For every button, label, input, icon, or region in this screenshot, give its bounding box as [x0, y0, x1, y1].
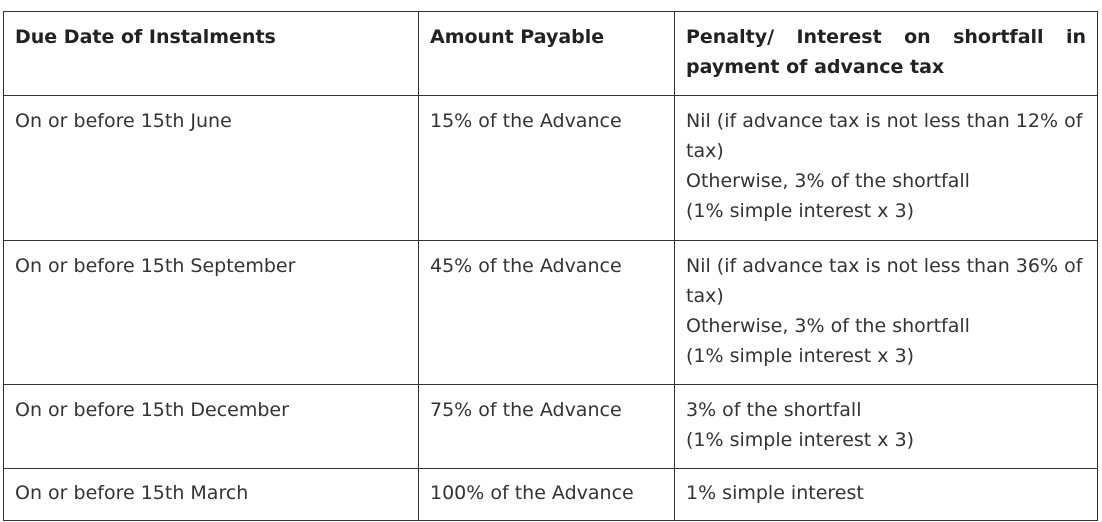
- amount-payable-cell: 100% of the Advance: [419, 469, 675, 521]
- penalty-cell: [675, 241, 1098, 385]
- amount-payable-cell: 15% of the Advance: [419, 96, 675, 241]
- table-row: [4, 96, 1098, 241]
- table-row: [4, 241, 1098, 385]
- header-amount-payable: Amount Payable: [419, 12, 675, 96]
- due-date-cell: On or before 15th September: [4, 241, 419, 385]
- penalty-line: Otherwise, 3% of the shortfall: [686, 170, 970, 192]
- penalty-line: 1% simple interest: [686, 482, 864, 504]
- penalty-cell: [675, 385, 1098, 469]
- due-date-cell: On or before 15th March: [4, 469, 419, 521]
- advance-tax-instalment-table: [3, 11, 1098, 521]
- due-date-cell: On or before 15th December: [4, 385, 419, 469]
- penalty-line: (1% simple interest x 3): [686, 200, 915, 222]
- penalty-line: (1% simple interest x 3): [686, 345, 915, 367]
- table-header-row: [4, 12, 1098, 96]
- amount-payable-cell: 45% of the Advance: [419, 241, 675, 385]
- due-date-cell: On or before 15th June: [4, 96, 419, 241]
- penalty-line: Otherwise, 3% of the shortfall: [686, 315, 970, 337]
- header-penalty-interest: Penalty/ Interest on shortfall in payment of advance tax: [675, 12, 1098, 96]
- penalty-line: 3% of the shortfall: [686, 399, 862, 421]
- penalty-line: (1% simple interest x 3): [686, 429, 915, 451]
- penalty-cell: [675, 96, 1098, 241]
- penalty-line: Nil (if advance tax is not less than 36% of tax): [686, 255, 1083, 307]
- penalty-line: Nil (if advance tax is not less than 12% of tax): [686, 110, 1083, 162]
- table-row: [4, 385, 1098, 469]
- table-row: [4, 469, 1098, 521]
- header-due-date: Due Date of Instalments: [4, 12, 419, 96]
- penalty-cell: [675, 469, 1098, 521]
- amount-payable-cell: 75% of the Advance: [419, 385, 675, 469]
